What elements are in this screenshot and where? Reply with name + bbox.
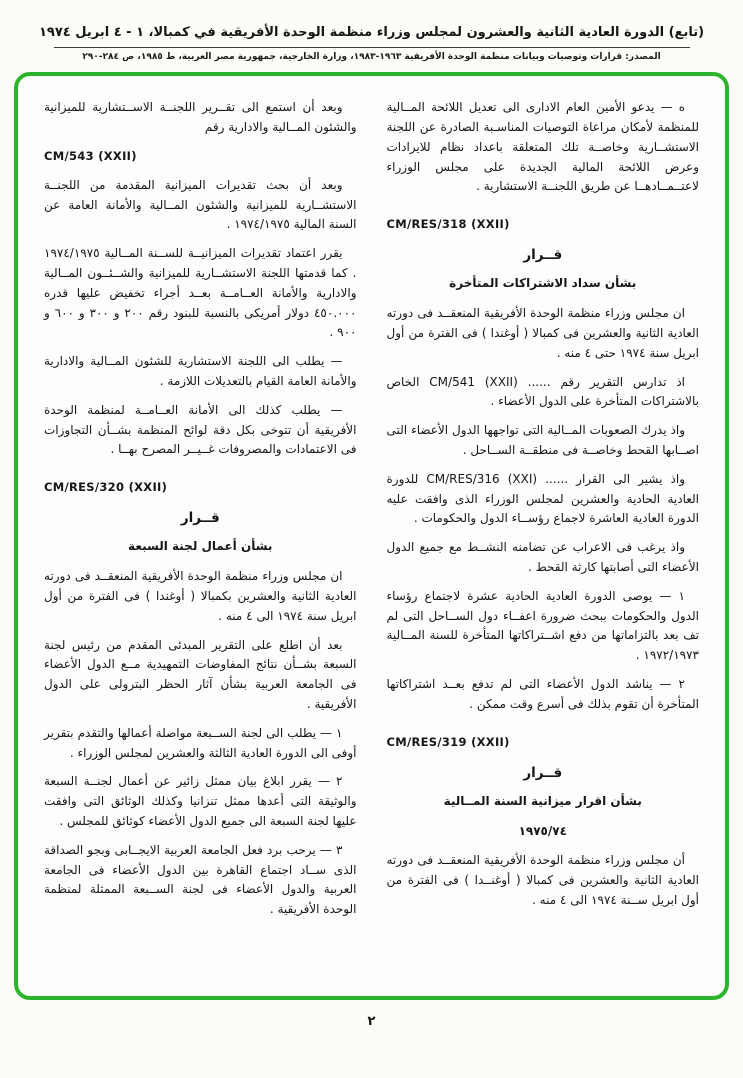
resolution-code: CM/RES/318 (XXII)	[386, 217, 510, 232]
paragraph: ٣ — يرحب برد فعل الجامعة العربية الايجــابى وبجو الصداقة الذى ســاد اجتماع القاهرة بين الدول الأعضاء فى الجامعة العربية والدول الأعضاء فى لجنة الســبعة الممثلة لمنظمة الوحدة الأفريقية .	[44, 842, 357, 917]
resolution-title: قــرار	[180, 510, 220, 527]
header-divider	[54, 47, 690, 48]
paragraph: ه — يدعو الأمين العام الادارى الى تعديل اللائحة المــالية للمنظمة لأمكان مراعاة التوصيات المناسـبة الصادرة عن اللجنة الاستشــارية وخاصــة تلك المتعلقة باعداد نظام للايرادات وعرض اللائحة المالية الجديدة على مجلس الوزراء لاعتــمــادهــا عن طريق اللجنــة الاستشارية .	[386, 100, 699, 194]
resolution-code: CM/RES/319 (XXII)	[386, 734, 510, 749]
paragraph: — يطلب كذلك الى الأمانة العــامــة لمنظمة الوحدة الأفريقية أن تتوخى بكل دقة لوائح المنظمة بشــأن التجاوزات فى الاعتمادات والمصروفات غــيــر المصرح بهــا .	[44, 402, 357, 457]
paragraph: أن مجلس وزراء منظمة الوحدة الأفريقية المنعقــد فى دورته العادية الثانية والعشرين فى كمبالا ( أوغنــدا ) فى الفترة من أول ابريل ســنة ١٩٧٤ الى ٤ منه .	[386, 853, 699, 907]
paragraph: يقرر اعتماد تقديرات الميزانيــة للســنة المــالية ١٩٧٤/١٩٧٥ . كما قدمتها اللجنة الاستشــارية للميزانية والشــئــون المــالية والادارية والأمانة العــامــة بعــد أجراء تخفيض عليها قدره ٤٥٠.٠٠٠ دولار أمريكى بالنسبة للبنود رقم ٢٠٠ و ٣٠٠ و ٦٠٠ و ٩٠٠ .	[44, 246, 357, 340]
paragraph: اذ تدارس التقرير رقم ...... ‎CM/541 (XXII)‎ الخاص بالاشتراكات المتأخرة على الدول الأعضاء .	[386, 374, 699, 409]
resolution-code: CM/543 (XXII)	[44, 148, 137, 163]
paragraph: — يطلب الى اللجنة الاستشارية للشئون المــالية والادارية والأمانة العامة القيام بالتعديلات اللازمة .	[44, 354, 357, 388]
resolution-subject: بشأن اقرار ميزانية السنة المــالية	[443, 793, 642, 808]
right-text-column	[387, 98, 700, 974]
source-citation: المصدر: قرارات وتوصيات وبيانات منظمة الوحدة الأفريقية ١٩٦٣-١٩٨٣، وزارة الخارجية، جمهورية مصر العربية، ط ١٩٨٥، ص ٢٨٤-٢٩٠	[82, 52, 661, 63]
resolution-title: قــرار	[523, 247, 563, 264]
paragraph: وبعد أن استمع الى تقــرير اللجنــة الاســتشارية للميزانية والشئون المــالية والادارية رقم	[44, 100, 357, 134]
two-column-text	[44, 98, 699, 974]
paragraph: واذ يشير الى القرار ...... ‎CM/RES/316 (XXI)‎ للدورة العادية الحادية والعشرين لمجلس الوزراء الذى وافقت عليه الدورة العادية العاشرة لاجماع رؤســاء الدول والحكومات .	[386, 471, 699, 526]
paragraph: ٢ — يناشد الدول الأعضاء التى لم تدفع بعــد اشتراكاتها المتأخرة أن تقوم بذلك فى أسرع وقت ممكن .	[386, 676, 699, 711]
paragraph: واذ يدرك الصعوبات المــالية التى تواجهها الدول الأعضاء التى اصــابها القحط وخاصــة فى منطقــة الســاحل .	[386, 423, 699, 457]
paragraph: وبعد أن بحث تقديرات الميزانية المقدمة من اللجنــة الاستشــارية للميزانية والشئون المــالية والأمانة العامة عن السنة المالية ١٩٧٤/١٩٧٥ .	[44, 177, 357, 232]
paragraph: واذ يرغب فى الاعراب عن تضامنه النشــط مع جميع الدول الأعضاء التى أصابتها كارثة القحط .	[386, 540, 699, 574]
page-number: ٢	[367, 1014, 376, 1030]
paragraph: ان مجلس وزراء منظمة الوحدة الأفريقية المنعقــد فى دورته العادية الثانية والعشرين بكمبالا ( أوغندا ) فى الفترة من أول ابريل سنة ١٩٧٤ الى ٤ منه .	[44, 569, 357, 623]
paragraph: بعد أن اطلع على التقرير المبدئى المقدم من رئيس لجنة السبعة بشــأن نتائج المفاوضات التمهيدية مــع الدول الأعضاء فى الجامعة العربية بشأن آثار الحظر البترولى على الدول الأفريقية .	[44, 637, 357, 711]
page-header	[0, 0, 743, 62]
resolution-subject: ١٩٧٥/٧٤	[518, 823, 567, 838]
green-frame	[14, 72, 729, 1000]
resolution-code: CM/RES/320 (XXII)	[44, 480, 168, 495]
resolution-subject: بشأن سداد الاشتراكات المتأخرة	[449, 276, 637, 291]
paragraph: ١ — يطلب الى لجنة الســبعة مواصلة أعمالها والتقدم بتقرير أوفى الى الدورة العادية الثالثة والعشرين لمجلس الوزراء .	[44, 725, 357, 760]
paragraph: ١ — يوصى الدورة العادية الحادية عشرة لاجتماع رؤساء الدول والحكومات ببحث ضرورة اعفــاء دول الســاحل التى لم تف بعد بالتزاماتها من دفع اشــتراكاتها المتأخرة للسنة المــالية ١٩٧٢/١٩٧٣ .	[386, 588, 699, 663]
left-text-column	[44, 98, 357, 974]
resolution-subject: بشأن أعمال لجنة السبعة	[128, 539, 273, 554]
resolution-title: قــرار	[523, 764, 563, 781]
document-title: (تابع) الدورة العادية الثانية والعشرون لمجلس وزراء منظمة الوحدة الأفريقية في كمبالا، ١ - ٤ ابريل ١٩٧٤	[38, 25, 705, 40]
paragraph: ٢ — يقرر ابلاغ بيان ممثل زائير عن أعمال لجنــة السبعة والوثيقة التى أعدها ممثل تنزانيا وكذلك الوثائق التى وافقت عليها لجنة السبعة الى جميع الدول الأعضاء كوثائق للمجلس .	[44, 774, 357, 828]
paragraph: ان مجلس وزراء منظمة الوحدة الأفريقية المنعقــد فى دورته العادية الثانية والعشرين فى كمبالا ( أوغندا ) فى الفترة من أول ابريل سنة ١٩٧٤ حتى ٤ منه .	[386, 306, 699, 360]
